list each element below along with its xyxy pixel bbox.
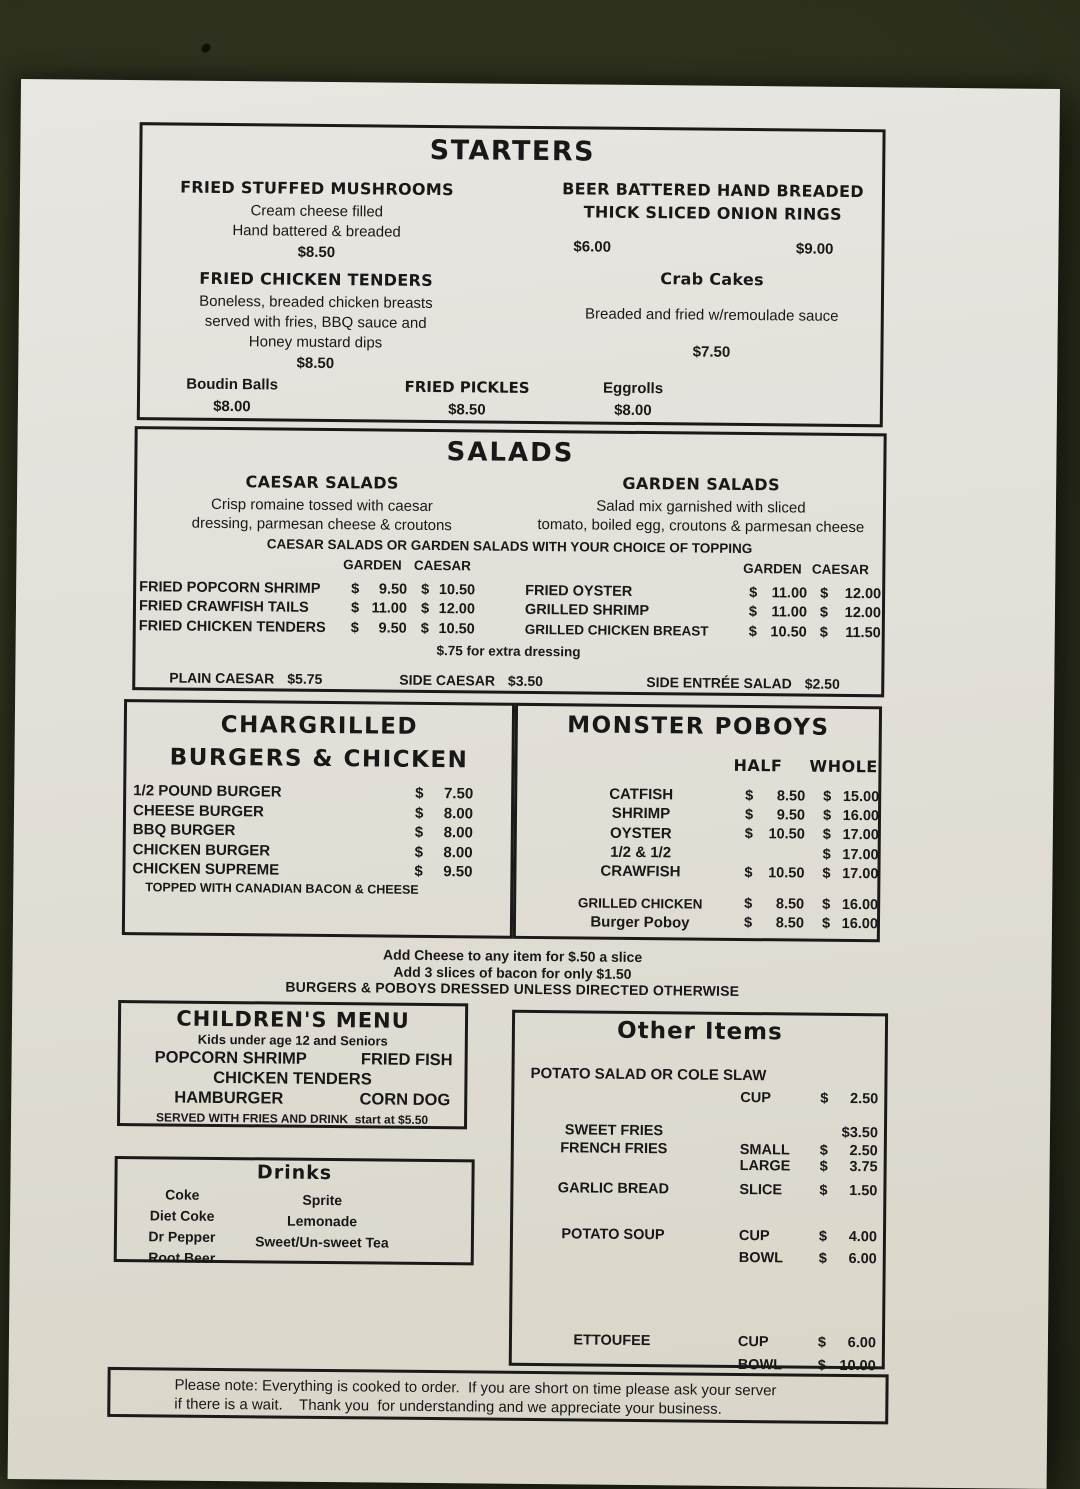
drink-name: Sweet/Un-sweet Tea xyxy=(255,1233,389,1251)
item-price: $8.00 xyxy=(614,401,652,420)
price-value: 12.00 xyxy=(844,605,882,622)
column-header-whole: WHOLE xyxy=(809,756,878,777)
item-price xyxy=(819,1183,877,1200)
item-price xyxy=(415,805,473,823)
salads-section xyxy=(132,426,886,697)
garden-price xyxy=(351,600,407,617)
price-value: 10.50 xyxy=(768,826,805,843)
column-header-caesar: CAESAR xyxy=(413,557,471,574)
dollar-sign: $ xyxy=(351,580,360,598)
item-name: FRIED POPCORN SHRIMP xyxy=(139,578,321,597)
starters-bottom-item xyxy=(397,378,537,419)
item-name: CATFISH xyxy=(609,785,674,804)
price-value: 6.00 xyxy=(848,1251,877,1268)
dollar-sign: $ xyxy=(420,601,430,618)
column-header-caesar: CAESAR xyxy=(811,561,869,578)
other-item-row xyxy=(553,1179,877,1200)
dollar-sign: $ xyxy=(818,1228,828,1245)
drink-name: Sprite xyxy=(302,1191,343,1209)
item-name: SWEET FRIES xyxy=(564,1122,664,1140)
drinks-section xyxy=(114,1156,475,1265)
half-price xyxy=(745,788,805,805)
drink-name: Coke xyxy=(165,1186,200,1203)
item-price xyxy=(820,1143,878,1160)
price-value: 12.00 xyxy=(844,585,882,603)
whole-price xyxy=(822,916,878,933)
price-value: 8.50 xyxy=(775,896,805,913)
price-value: 9.50 xyxy=(776,807,806,824)
half-price xyxy=(745,854,805,855)
price-value: 10.50 xyxy=(438,620,475,638)
item-price: $9.00 xyxy=(795,240,834,258)
starters-bottom-item xyxy=(563,379,703,419)
item-name: BBQ BURGER xyxy=(132,821,236,840)
item-price xyxy=(819,1251,877,1268)
whole-price xyxy=(822,897,878,914)
item-desc: Hand battered & breaded xyxy=(232,222,401,241)
addons-notes xyxy=(92,944,932,1002)
burger-row xyxy=(125,859,510,882)
caesar-price xyxy=(820,585,881,602)
dollar-sign: $ xyxy=(744,864,753,881)
section-title: CHILDREN'S MENU xyxy=(176,1006,410,1033)
item-name: SIDE CAESAR xyxy=(399,671,496,689)
salads-price-table-left xyxy=(139,577,496,639)
note-line: Add 3 slices of bacon for only $1.50 xyxy=(393,963,632,982)
size-label: CUP xyxy=(738,1227,770,1245)
poboy-row xyxy=(516,912,877,935)
item-price: $3.50 xyxy=(507,672,544,690)
drink-name: Root Beer xyxy=(148,1249,216,1266)
footer-note-box xyxy=(107,1367,888,1424)
salads-title: SALADS xyxy=(446,437,575,469)
dollar-sign: $ xyxy=(745,787,754,804)
whole-price xyxy=(823,788,879,805)
item-price xyxy=(818,1335,876,1352)
price-value: 17.00 xyxy=(842,846,879,863)
dollar-sign: $ xyxy=(817,1334,827,1351)
item-price xyxy=(415,785,473,803)
half-price xyxy=(744,896,804,913)
price-value: 16.00 xyxy=(841,916,879,933)
salad-row xyxy=(525,620,881,643)
item-name: FRIED CHICKEN TENDERS xyxy=(138,617,326,636)
item-price xyxy=(820,1091,878,1108)
subsection-desc xyxy=(162,494,482,535)
item-name: ETTOUFEE xyxy=(573,1332,651,1350)
salad-row xyxy=(139,616,495,639)
other-item-row xyxy=(554,1087,878,1108)
caesar-price xyxy=(421,601,475,618)
salads-price-table-right xyxy=(525,581,882,643)
item-name: CORN DOG xyxy=(359,1090,451,1110)
item-price: $8.00 xyxy=(213,397,251,416)
item-price: $8.50 xyxy=(448,401,486,419)
dollar-sign: $ xyxy=(744,806,754,824)
dollar-sign: $ xyxy=(822,826,831,844)
price-value: 10.00 xyxy=(839,1357,876,1375)
item-price: $8.50 xyxy=(296,354,335,373)
price-value: 17.00 xyxy=(842,827,879,844)
dollar-sign: $ xyxy=(350,619,359,637)
section-title: CHARGRILLED xyxy=(220,711,419,740)
subsection-desc xyxy=(525,496,877,537)
item-name: HAMBURGER xyxy=(174,1088,284,1108)
price-value: 11.50 xyxy=(845,624,881,642)
starters-left-column xyxy=(148,177,484,373)
menu-paper xyxy=(8,79,1060,1489)
extra-dressing-note: $.75 for extra dressing xyxy=(436,643,581,660)
poboys-section xyxy=(513,703,882,943)
desc-line: tomato, boiled egg, croutons & parmesan cheese xyxy=(537,516,865,537)
starters-bottom-item xyxy=(162,375,302,415)
item-price xyxy=(415,844,473,862)
item-price: $3.50 xyxy=(841,1124,879,1142)
size-label: BOWL xyxy=(738,1249,784,1267)
item-desc: served with fries, BBQ sauce and xyxy=(204,312,427,332)
price-value: 6.00 xyxy=(847,1335,877,1352)
dollar-sign: $ xyxy=(420,620,429,637)
item-name: SIDE ENTRÉE SALAD xyxy=(646,674,792,692)
dollar-sign: $ xyxy=(818,1250,827,1267)
drink-name: Diet Coke xyxy=(149,1207,215,1224)
dollar-sign: $ xyxy=(819,1182,828,1199)
whole-price xyxy=(823,827,879,844)
item-name: Burger Poboy xyxy=(590,913,690,932)
size-label: SLICE xyxy=(739,1181,783,1199)
dollar-sign: $ xyxy=(414,804,424,822)
note-line: Please note: Everything is cooked to order. If you are short on time please ask your server xyxy=(174,1376,777,1400)
other-item-row xyxy=(554,1155,878,1176)
price-value: 9.50 xyxy=(443,863,473,881)
item-name: THICK SLICED ONION RINGS xyxy=(583,202,842,224)
column-header-half: HALF xyxy=(733,755,783,776)
item-name: GARLIC BREAD xyxy=(557,1180,670,1198)
item-name: GRILLED CHICKEN xyxy=(577,895,703,912)
column-header-garden: GARDEN xyxy=(343,557,402,573)
column-header-garden: GARDEN xyxy=(743,560,802,577)
half-price xyxy=(745,807,805,824)
price-value: 11.00 xyxy=(371,600,408,618)
garden-price xyxy=(749,604,807,621)
item-name: SHRIMP xyxy=(611,805,671,823)
dollar-sign: $ xyxy=(822,846,831,863)
dollar-sign: $ xyxy=(749,584,758,601)
dollar-sign: $ xyxy=(821,916,831,933)
price-value: 3.75 xyxy=(849,1159,878,1176)
price-value: 8.00 xyxy=(443,843,473,862)
item-name: POTATO SOUP xyxy=(561,1226,665,1244)
section-title: MONSTER POBOYS xyxy=(567,712,830,741)
item-price: $7.50 xyxy=(692,343,731,361)
childrens-menu-section xyxy=(117,1000,468,1129)
item-name: CHICKEN SUPREME xyxy=(132,860,280,879)
item-name: POTATO SALAD OR COLE SLAW xyxy=(530,1064,767,1085)
dollar-sign: $ xyxy=(823,788,832,805)
price-value: 12.00 xyxy=(438,601,476,618)
caesar-price xyxy=(421,582,475,599)
dollar-sign: $ xyxy=(414,843,424,861)
starters-right-column xyxy=(560,179,864,362)
background-speck xyxy=(200,42,212,55)
children-items-row xyxy=(121,1046,465,1070)
item-name: Eggrolls xyxy=(603,379,664,398)
dollar-sign: $ xyxy=(415,785,424,803)
item-name: 1/2 & 1/2 xyxy=(610,843,672,862)
caesar-price xyxy=(820,624,881,641)
section-title: Other Items xyxy=(616,1017,783,1046)
price-value: 11.00 xyxy=(771,585,808,602)
chicken-supreme-note: TOPPED WITH CANADIAN BACON & CHEESE xyxy=(145,879,419,897)
burger-price-list xyxy=(125,781,511,882)
garden-price xyxy=(351,581,407,598)
item-price xyxy=(414,863,472,881)
item-price xyxy=(818,1358,876,1375)
dollar-sign: $ xyxy=(820,585,829,602)
item-name: GRILLED CHICKEN BREAST xyxy=(524,622,709,639)
note-line: BURGERS & POBOYS DRESSED UNLESS DIRECTED OTHERWISE xyxy=(285,978,740,999)
item-desc: Boneless, breaded chicken breasts xyxy=(199,292,433,312)
price-value: 7.50 xyxy=(443,785,474,803)
drink-name: Lemonade xyxy=(287,1212,358,1230)
price-value: 2.50 xyxy=(849,1091,879,1108)
dollar-sign: $ xyxy=(421,581,430,598)
drinks-right-column xyxy=(227,1189,418,1254)
item-name: CRAWFISH xyxy=(600,862,681,881)
price-value: 10.50 xyxy=(438,581,476,599)
whole-price xyxy=(822,866,878,883)
dollar-sign: $ xyxy=(744,826,753,843)
desc-line: Salad mix garnished with sliced xyxy=(596,497,806,517)
subsection-title: CAESAR SALADS xyxy=(245,472,399,493)
item-name: FRIED OYSTER xyxy=(525,582,633,600)
price-value: 11.00 xyxy=(771,604,808,621)
onion-ring-prices xyxy=(561,238,863,258)
whole-price xyxy=(823,846,879,863)
item-name: 1/2 POUND BURGER xyxy=(133,782,282,801)
dollar-sign: $ xyxy=(819,604,829,622)
item-name: OYSTER xyxy=(609,824,672,843)
children-items-row xyxy=(120,1087,464,1110)
dollar-sign: $ xyxy=(748,604,758,621)
price-value: 8.00 xyxy=(443,804,474,823)
price-value: 1.50 xyxy=(849,1183,878,1200)
caesar-price xyxy=(421,621,475,638)
item-desc: Cream cheese filled xyxy=(250,202,384,221)
salad-bottom-item xyxy=(646,674,840,692)
item-name: PLAIN CAESAR xyxy=(169,669,275,687)
garden-price xyxy=(351,620,407,637)
price-value: 4.00 xyxy=(848,1229,878,1246)
item-price: $6.00 xyxy=(573,238,612,256)
half-price xyxy=(744,865,804,882)
item-name: FRIED CHICKEN TENDERS xyxy=(199,268,434,290)
item-name: FRIED PICKLES xyxy=(404,377,530,397)
item-price: $2.50 xyxy=(804,675,840,692)
caesar-price xyxy=(820,605,881,622)
price-value: 10.50 xyxy=(768,865,805,882)
size-label: SMALL xyxy=(739,1141,790,1159)
price-value: 16.00 xyxy=(842,807,880,825)
garden-salads-block xyxy=(525,473,878,537)
item-name: FRIED FISH xyxy=(360,1050,453,1070)
drink-name: Dr Pepper xyxy=(148,1228,216,1245)
other-item-row xyxy=(553,1225,877,1246)
item-name: POPCORN SHRIMP xyxy=(154,1048,307,1068)
dollar-sign: $ xyxy=(822,807,832,824)
garden-price xyxy=(749,624,807,641)
starters-title: STARTERS xyxy=(429,134,596,168)
chargrilled-section xyxy=(122,699,515,939)
price-value: 16.00 xyxy=(841,897,879,914)
item-price: $5.75 xyxy=(287,670,323,687)
footer-note-text xyxy=(110,1370,885,1420)
dollar-sign: $ xyxy=(822,865,831,882)
size-label: BOWL xyxy=(737,1356,783,1374)
item-name: FRENCH FRIES xyxy=(560,1140,668,1158)
price-value: 2.50 xyxy=(849,1143,878,1160)
item-name: CHICKEN BURGER xyxy=(132,840,271,860)
half-price xyxy=(745,826,805,843)
dollar-sign: $ xyxy=(744,896,753,913)
price-value: 10.50 xyxy=(770,623,807,641)
note-line: Add Cheese to any item for $.50 a slice xyxy=(383,946,643,966)
item-price xyxy=(415,824,473,842)
price-value: 8.00 xyxy=(443,824,473,842)
item-price: $8.50 xyxy=(297,243,336,262)
dollar-sign: $ xyxy=(819,1158,828,1175)
item-name: Boudin Balls xyxy=(186,375,279,394)
size-label: CUP xyxy=(737,1333,769,1351)
other-item-row xyxy=(552,1331,876,1352)
desc-line: Crisp romaine tossed with caesar xyxy=(211,495,433,515)
dollar-sign: $ xyxy=(822,896,831,913)
dollar-sign: $ xyxy=(414,863,423,881)
poboy-row xyxy=(516,861,877,884)
size-label: CUP xyxy=(740,1089,772,1107)
caesar-salads-block xyxy=(162,471,483,535)
item-desc: Honey mustard dips xyxy=(248,333,383,352)
children-footer-note: SERVED WITH FRIES AND DRINK start at $5.50 xyxy=(155,1110,429,1127)
dollar-sign: $ xyxy=(817,1357,826,1374)
other-items-section xyxy=(509,1010,888,1375)
half-price xyxy=(744,915,804,932)
subsection-title: GARDEN SALADS xyxy=(622,473,781,495)
starters-section xyxy=(137,122,886,427)
dollar-sign: $ xyxy=(820,1090,829,1107)
dollar-sign: $ xyxy=(414,824,424,842)
garden-price xyxy=(749,585,807,602)
dollar-sign: $ xyxy=(819,1142,828,1159)
price-value: 8.50 xyxy=(775,915,805,933)
drinks-left-column xyxy=(127,1184,238,1269)
salad-bottom-item xyxy=(169,669,322,686)
topping-line: CAESAR SALADS OR GARDEN SALADS WITH YOUR CHOICE OF TOPPING xyxy=(266,536,753,557)
price-value: 9.50 xyxy=(378,581,408,598)
price-value: 15.00 xyxy=(842,788,880,805)
dollar-sign: $ xyxy=(819,624,828,641)
item-name: FRIED CRAWFISH TAILS xyxy=(138,598,309,617)
salad-bottom-item xyxy=(399,672,543,689)
other-item-row xyxy=(553,1247,877,1268)
price-value: 17.00 xyxy=(842,865,879,883)
price-value: 8.50 xyxy=(776,787,806,805)
item-desc: Breaded and fried w/remoulade sauce xyxy=(584,305,839,325)
dollar-sign: $ xyxy=(743,915,753,932)
section-title: Drinks xyxy=(256,1161,333,1185)
whole-price xyxy=(823,808,879,825)
price-value: 9.50 xyxy=(378,620,407,637)
dollar-sign: $ xyxy=(748,623,757,640)
item-name: CHEESE BURGER xyxy=(132,801,264,821)
item-price xyxy=(819,1229,877,1246)
section-subtitle: Kids under age 12 and Seniors xyxy=(197,1031,388,1049)
size-label: LARGE xyxy=(739,1157,791,1175)
section-subtitle: BURGERS & CHICKEN xyxy=(169,744,469,774)
item-price xyxy=(820,1159,878,1176)
dollar-sign: $ xyxy=(350,600,360,617)
desc-line: dressing, parmesan cheese & croutons xyxy=(191,514,452,535)
item-name: Crab Cakes xyxy=(660,269,765,290)
poboy-price-list xyxy=(516,784,878,935)
item-name: GRILLED SHRIMP xyxy=(524,602,650,620)
note-line: if there is a wait. Thank you for understanding and we appreciate your business. xyxy=(174,1395,722,1418)
item-name: CHICKEN TENDERS xyxy=(213,1068,372,1089)
item-name: FRIED STUFFED MUSHROOMS xyxy=(180,177,454,200)
item-name: BEER BATTERED HAND BREADED xyxy=(562,179,864,202)
